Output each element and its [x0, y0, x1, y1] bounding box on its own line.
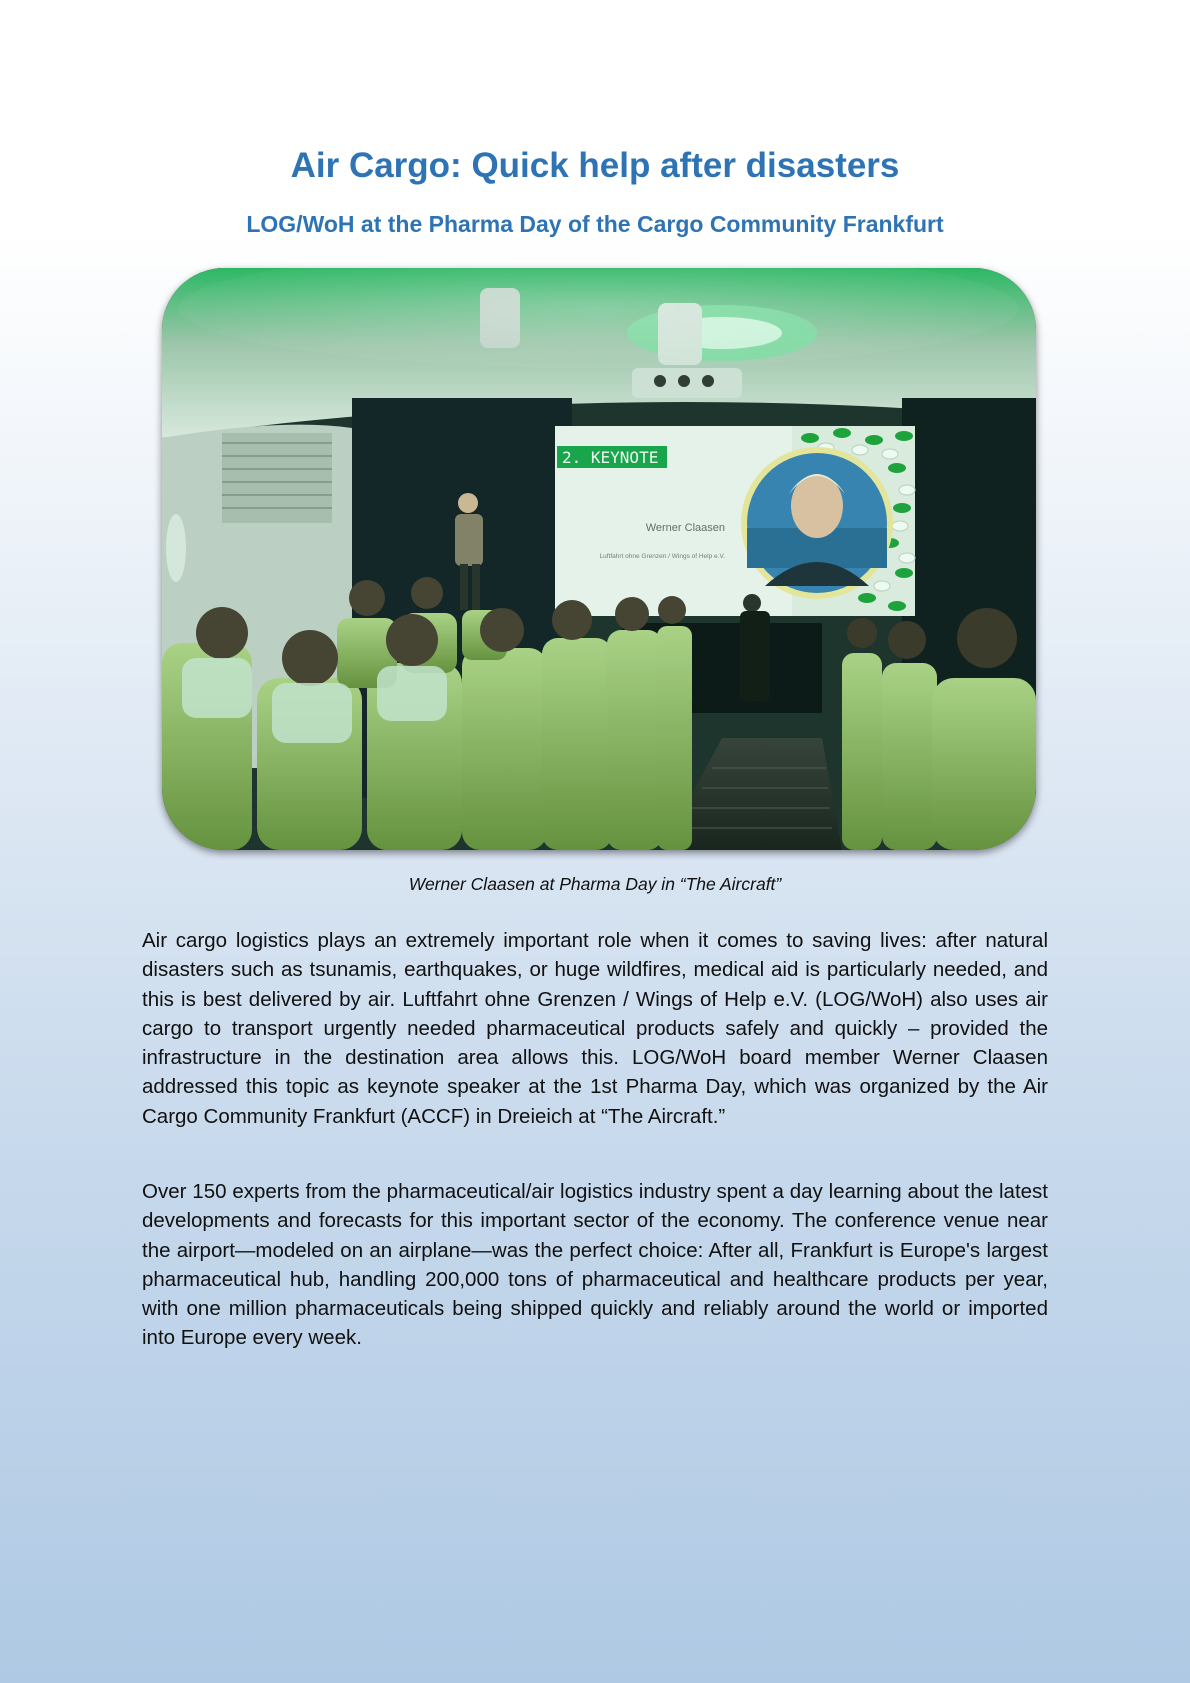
photo-caption: Werner Claasen at Pharma Day in “The Aircraft”: [408, 874, 782, 894]
paragraph-2: Over 150 experts from the pharmaceutical/air logistics industry spent a day learning about the latest developments and forecasts for this important sector of the economy. The conference venue near the airport—modeled on an airplane—was the perfect choice: After all, Frankfurt is Europe's largest pharmaceutical hub, handling 200,000 tons of pharmaceutical and healthcare products per year, with one million pharmaceuticals being shipped quickly and reliably around the world or imported into Europe every week.: [142, 1180, 1048, 1350]
event-photo: [162, 268, 1036, 850]
paragraph-1: Air cargo logistics plays an extremely important role when it comes to saving lives: after natural disasters such as tsunamis, earthquakes, or huge wildfires, medical aid is particularly needed, and this is best delivered by air. Luftfahrt ohne Grenzen / Wings of Help e.V. (LOG/WoH) also uses air cargo to transport urgently needed pharmaceutical products safely and quickly – provided the infrastructure in the destination area allows this. LOG/WoH board member Werner Claasen addressed this topic as keynote speaker at the 1st Pharma Day, which was organized by the Air Cargo Community Frankfurt (ACCF) in Dreieich at “The Aircraft.”: [142, 929, 1048, 1128]
slide-speaker-name: Werner Claasen: [645, 522, 725, 534]
slide-speaker-affiliation: Luftfahrt ohne Grenzen / Wings of Help e.V.: [599, 553, 725, 560]
article-title: Air Cargo: Quick help after disasters: [290, 146, 900, 185]
slide-heading: 2. KEYNOTE: [562, 448, 659, 467]
article-subtitle: LOG/WoH at the Pharma Day of the Cargo Community Frankfurt: [246, 211, 944, 237]
